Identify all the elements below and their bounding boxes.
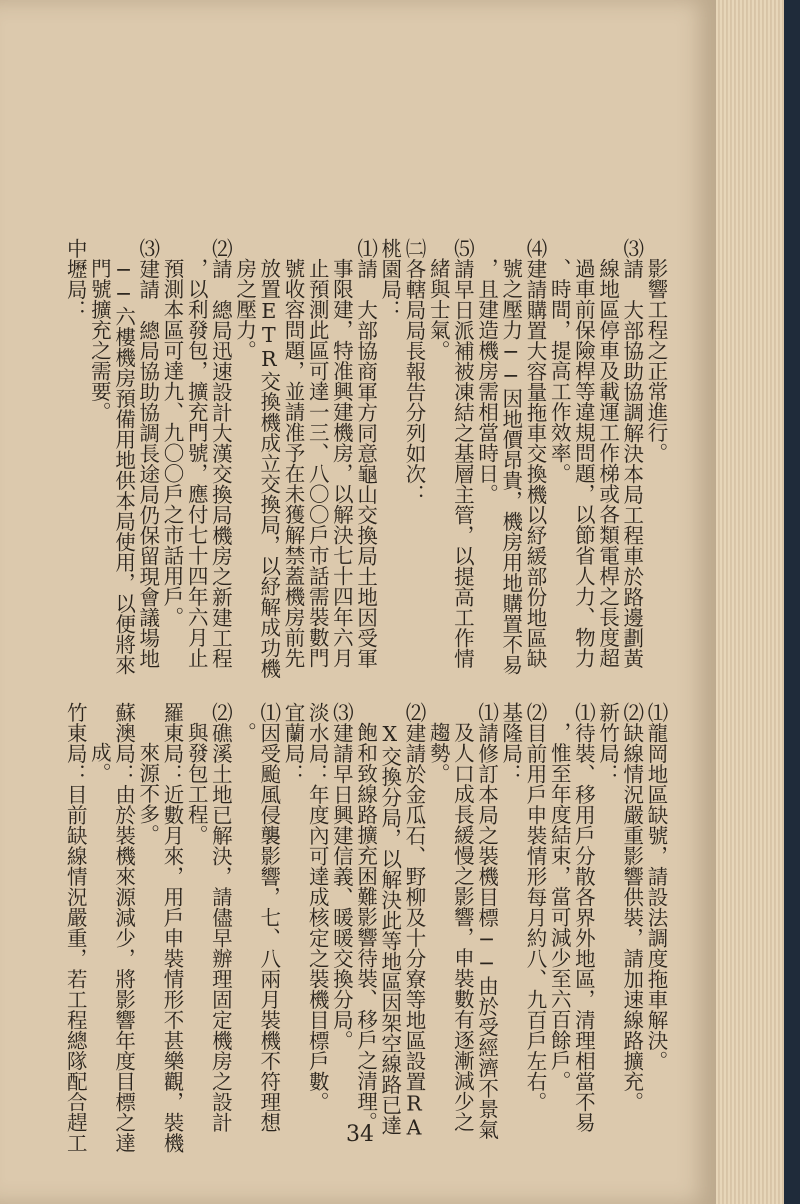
- lower-text-column: ，惟至年度結束，當可減少至六百餘戶。: [547, 722, 572, 1091]
- lower-text-column: ⑴因受颱風侵襲影響，七、八兩月裝機不符理想: [256, 702, 281, 1133]
- upper-text-column: 放置ETR交換機成立交換局，以紓解成功機: [256, 258, 281, 679]
- lower-text-column: 宜蘭局：: [281, 702, 305, 784]
- lower-text-column: ⑵建請於金瓜石、野柳及十分寮等地區設置RA: [402, 702, 426, 1140]
- lower-text-column: 。: [232, 722, 257, 743]
- lower-text-column: ⑴待裝、移用戶分散各界外地區，清理相當不易: [571, 702, 596, 1133]
- lower-text-column: 及人口成長緩慢之影響，申裝數有逐漸減少之: [450, 722, 475, 1132]
- lower-text-column: 淡水局：年度內可達成核定之裝機目標戶數。: [305, 702, 330, 1112]
- upper-text-column: 過車前保險桿等違規問題，以節省人力、物力: [571, 258, 596, 668]
- lower-text-column: 趨勢。: [426, 722, 451, 784]
- upper-text-column: 、時間，提高工作效率。: [547, 258, 572, 484]
- lower-text-column: ⑶建請早日興建信義、暖暖交換分局。: [329, 702, 354, 1051]
- upper-text-column: ㈡各轄局局長報告分列如次：: [402, 238, 426, 505]
- upper-text-column: 號之壓力──因地價昂貴，機房用地購置不易: [498, 258, 523, 675]
- upper-text-column: 號收容問題，並請准予在未獲解禁蓋機房前先: [281, 258, 305, 668]
- lower-text-column: 與發包工程。: [184, 722, 209, 845]
- page-number: 34: [346, 1122, 374, 1147]
- lower-text-column: 成。: [87, 742, 112, 783]
- lower-text-column: ⑴龍岡地區缺號，請設法調度拖車解決。: [644, 702, 668, 1071]
- lower-text-column: 羅東局：近數月來，用戶申裝情形不甚樂觀，裝機: [160, 702, 184, 1153]
- lower-text-column: ⑴請修訂本局之裝機目標──由於受經濟不景氣: [474, 702, 499, 1140]
- upper-text-column: ⑶建請 總局協助協調長途局仍保留現會議場地: [135, 238, 160, 669]
- lower-text-column: X交換分局，以解決此等地區因架空線路已達: [377, 722, 402, 1136]
- lower-text-column: ⑵礁溪土地已解決，請儘早辦理固定機房之設計: [208, 702, 233, 1133]
- upper-text-column: ⑶請 大部協助協調解決本局工程車於路邊劃黃: [619, 238, 644, 669]
- lower-text-column: 基隆局：: [498, 702, 523, 784]
- lower-text-column: 來源不多。: [135, 742, 160, 845]
- upper-text-column: ⑸請早日派補被凍結之基層主管，以提高工作情: [450, 238, 475, 669]
- upper-text-column: 桃園局：: [377, 238, 402, 320]
- upper-text-column: 房之壓力。: [232, 258, 257, 361]
- lower-text-column: 新竹局：: [595, 702, 620, 784]
- upper-text-column: ⑷建請購置大容量拖車交換機以紓緩部份地區缺: [523, 238, 547, 669]
- upper-text-column: ，以利發包，擴充門號，應付七十四年六月止: [184, 258, 209, 668]
- lower-text-column: ⑵目前用戶申裝情形每月約八、九百戶左右。: [523, 702, 547, 1112]
- upper-text-column: 預測本區可達九、九〇〇戶之市話用戶。: [160, 258, 184, 627]
- upper-text-column: ──六樓機房預備用地供本局使用，以便將來: [111, 258, 136, 675]
- lower-text-column: 竹東局：目前缺線情況嚴重，若工程總隊配合趕工: [63, 702, 88, 1153]
- upper-text-column: 中壢局：: [63, 238, 88, 320]
- upper-text-column: 影響工程之正常進行。: [644, 258, 668, 463]
- upper-text-column: 線地區停車及載運工作梯或各類電桿之長度超: [595, 258, 620, 668]
- lower-text-column: 飽和致線路擴充困難影響待裝、移戶之清理。: [353, 722, 378, 1132]
- upper-text-column: 緒與士氣。: [426, 258, 451, 361]
- page-edges: [716, 0, 800, 1204]
- lower-text-column: 蘇澳局：由於裝機來源減少，將影響年度目標之達: [111, 702, 136, 1153]
- upper-text-column: 事限建，特准興建機房，以解決七十四年六月: [329, 258, 354, 668]
- upper-text-column: 止預測此區可達一三、八〇〇戶市話需裝數門: [305, 258, 330, 668]
- upper-text-column: ，且建造機房需相當時日。: [474, 258, 499, 504]
- upper-text-column: ⑴請 大部協商軍方同意龜山交換局土地因受軍: [353, 238, 378, 669]
- lower-text-column: ⑵缺線情況嚴重影響供裝，請加速線路擴充。: [619, 702, 644, 1112]
- upper-text-column: 門號擴充之需要。: [87, 258, 112, 422]
- upper-text-column: ⑵請 總局迅速設計大漢交換局機房之新建工程: [208, 238, 233, 669]
